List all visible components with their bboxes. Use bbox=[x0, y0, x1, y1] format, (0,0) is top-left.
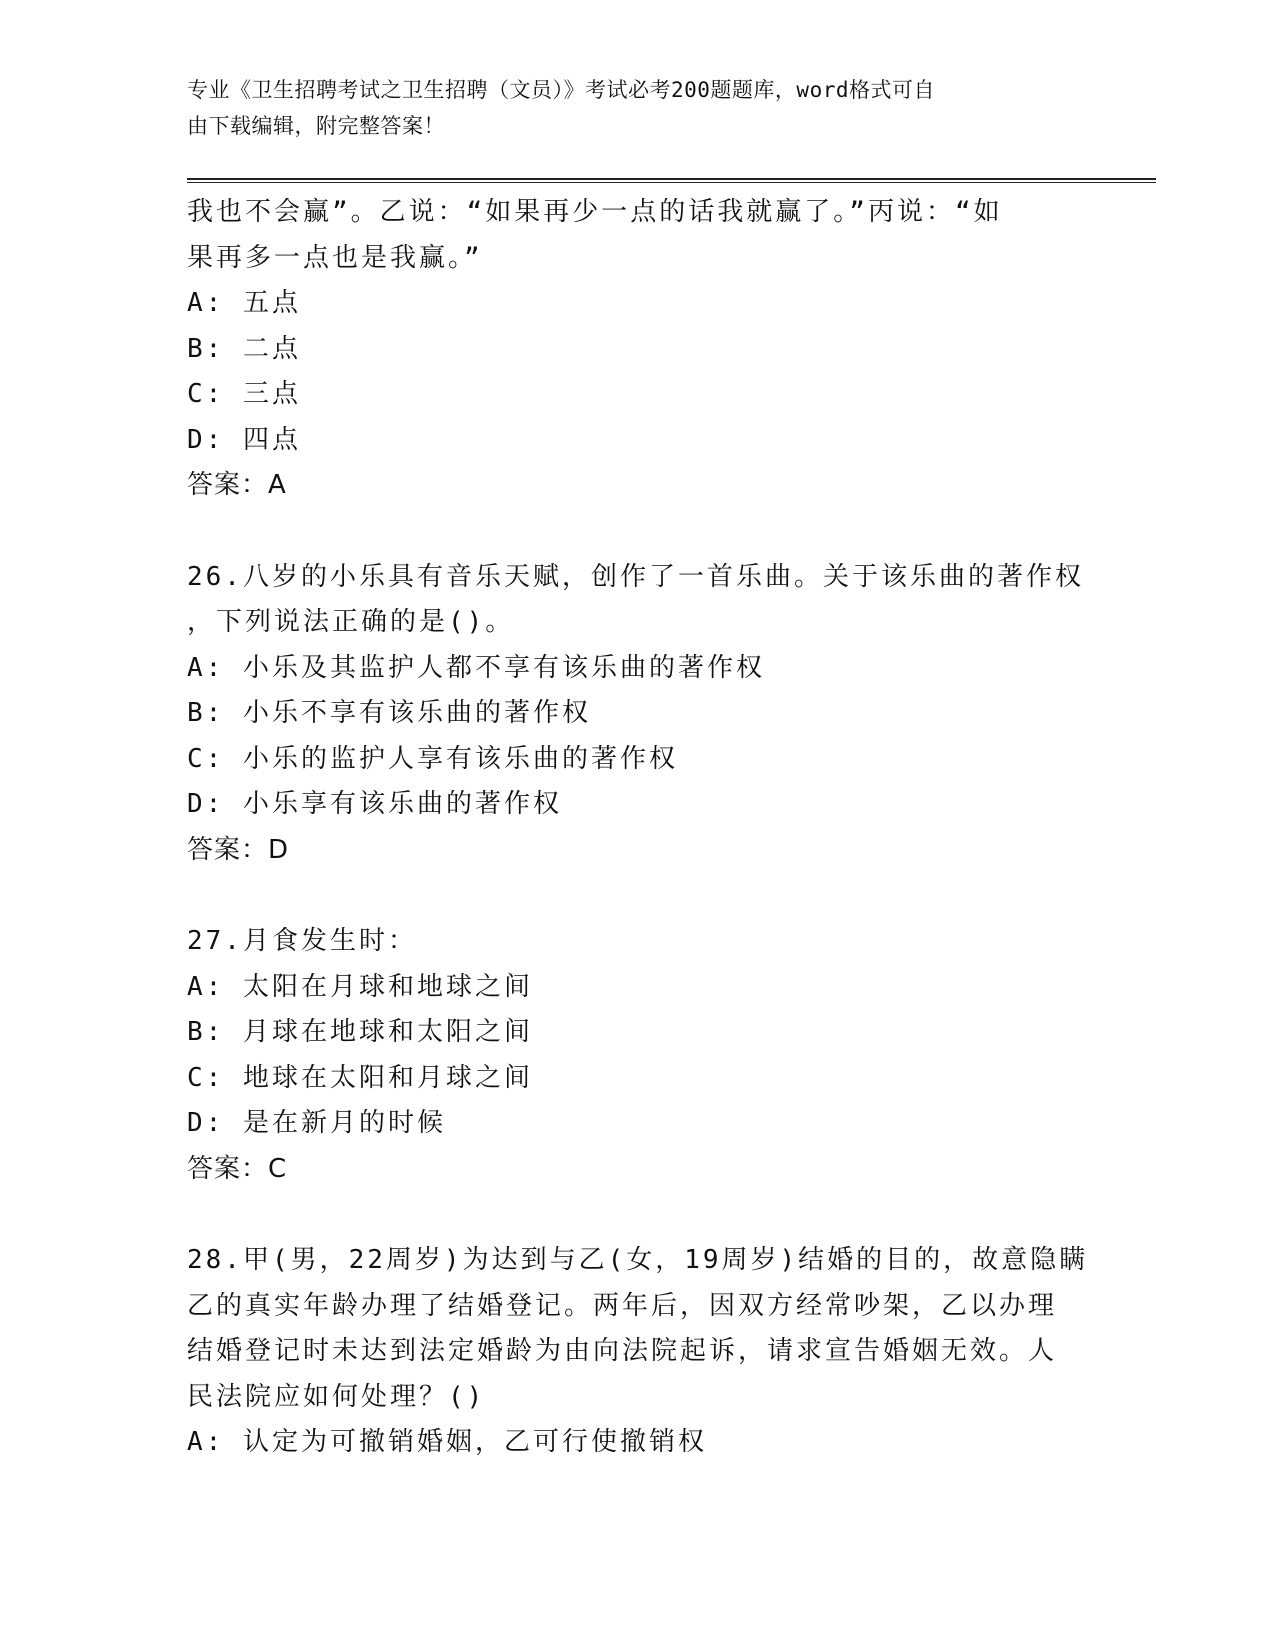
option-d: D: 四点 bbox=[187, 424, 301, 455]
header-line-1: 专业《卫生招聘考试之卫生招聘（文员）》考试必考200题题库，word格式可自 bbox=[187, 78, 935, 102]
spacer bbox=[187, 1192, 1087, 1238]
question-28 bbox=[187, 1238, 1087, 1466]
option-d: D: 小乐享有该乐曲的著作权 bbox=[187, 789, 562, 819]
header-line-2: 由下载编辑，附完整答案！ bbox=[187, 114, 445, 138]
header-divider-thin bbox=[187, 182, 1156, 183]
header-divider-thick bbox=[187, 178, 1156, 180]
question-stem-line: 民法院应如何处理？() bbox=[187, 1381, 486, 1412]
question-26 bbox=[187, 555, 1087, 874]
question-stem-line: 27.月食发生时： bbox=[187, 926, 417, 956]
option-b: B: 月球在地球和太阳之间 bbox=[187, 1017, 533, 1047]
question-stem-line: 果再多一点也是我赢。” bbox=[187, 242, 483, 273]
question-stem-line: 28.甲(男，22周岁)为达到与乙(女，19周岁)结婚的目的，故意隐瞒 bbox=[187, 1245, 1089, 1275]
option-a: A: 认定为可撤销婚姻，乙可行使撤销权 bbox=[187, 1427, 707, 1457]
option-a: A: 太阳在月球和地球之间 bbox=[187, 971, 533, 1002]
question-25 bbox=[187, 190, 1087, 509]
question-stem-line: 我也不会赢”。乙说：“如果再少一点的话我就赢了。”丙说：“如 bbox=[187, 197, 1003, 227]
option-a: A: 小乐及其监护人都不享有该乐曲的著作权 bbox=[187, 652, 765, 683]
question-stem-line: ，下列说法正确的是()。 bbox=[187, 607, 515, 637]
spacer bbox=[187, 873, 1087, 919]
question-stem-line: 26.八岁的小乐具有音乐天赋，创作了一首乐曲。关于该乐曲的著作权 bbox=[187, 561, 1084, 592]
answer-line: 答案：A bbox=[187, 470, 287, 500]
page-header bbox=[187, 72, 1067, 144]
question-stem-line: 乙的真实年龄办理了结婚登记。两年后，因双方经常吵架，乙以办理 bbox=[187, 1290, 1058, 1321]
option-c: C: 地球在太阳和月球之间 bbox=[187, 1062, 533, 1093]
option-d: D: 是在新月的时候 bbox=[187, 1108, 446, 1138]
option-c: C: 三点 bbox=[187, 379, 301, 409]
question-content bbox=[187, 190, 1087, 1466]
option-b: B: 二点 bbox=[187, 333, 301, 364]
option-b: B: 小乐不享有该乐曲的著作权 bbox=[187, 698, 591, 728]
question-27 bbox=[187, 919, 1087, 1192]
option-a: A: 五点 bbox=[187, 288, 301, 318]
answer-line: 答案：C bbox=[187, 1153, 288, 1184]
answer-line: 答案：D bbox=[187, 834, 290, 865]
spacer bbox=[187, 509, 1087, 555]
question-stem-line: 结婚登记时未达到法定婚龄为由向法院起诉，请求宣告婚姻无效。人 bbox=[187, 1336, 1058, 1366]
option-c: C: 小乐的监护人享有该乐曲的著作权 bbox=[187, 743, 678, 774]
